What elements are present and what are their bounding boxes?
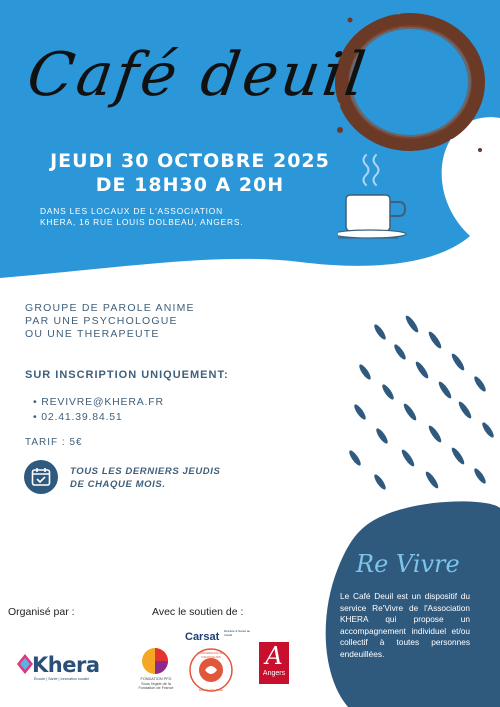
revivre-logo: Re Vivre: [356, 550, 460, 578]
venue-line-1: DANS LES LOCAUX DE L'ASSOCIATION: [40, 206, 223, 216]
revivre-description: Le Café Deuil est un dispositif du service Re'Vivre de l'Association KHERA qui propose un accompagnement individuel et/ou collectif à toutes personnes endeuillées.: [340, 591, 470, 659]
raindrops-decoration: [340, 310, 500, 510]
schedule-line-1: TOUS LES DERNIERS JEUDIS: [70, 466, 221, 477]
schedule-line-2: DE CHAQUE MOIS.: [70, 479, 166, 490]
calendar-check-icon: [31, 467, 51, 487]
contact-phone-item[interactable]: [33, 411, 122, 423]
contact-phone[interactable]: 02.41.39.84.51: [41, 411, 123, 423]
angers-logo-letter-icon: A: [265, 642, 283, 670]
event-venue: [40, 206, 340, 228]
group-description: [25, 302, 285, 341]
khera-logo: Khera: [32, 653, 100, 677]
bullet-icon: •: [33, 396, 38, 408]
event-date: JEUDI 30 OCTOBRE 2025: [50, 150, 330, 172]
page-title: Café deuil: [23, 40, 373, 110]
angers-logo-text: Angers: [262, 670, 286, 677]
organised-by-label: Organisé par :: [8, 606, 75, 618]
coffee-cup-icon: [338, 150, 426, 242]
contact-email[interactable]: REVIVRE@KHERA.FR: [41, 396, 164, 408]
inscription-heading: SUR INSCRIPTION UNIQUEMENT:: [25, 369, 229, 381]
group-line-2: PAR UNE PSYCHOLOGUE: [25, 315, 178, 327]
fondation-pfg-label: FONDATION PFG Sous l'égide de la Fondation de France: [138, 677, 174, 690]
conference-financeurs-sub: MAINE-ET-LOIRE: [198, 688, 224, 692]
price: TARIF : 5€: [25, 437, 83, 448]
khera-tagline: Écoute | Santé | Innovation sociale: [34, 677, 90, 681]
angers-logo: [259, 642, 289, 684]
carsat-tagline: Retraite & Santé au travail: [224, 629, 251, 637]
event-time: DE 18H30 A 20H: [95, 174, 285, 196]
group-line-3: OU UNE THERAPEUTE: [25, 328, 160, 340]
conference-financeurs-label: CONFÉRENCE des FINANCEURS: [197, 651, 225, 659]
bullet-icon: •: [33, 411, 38, 423]
khera-logo-mark-icon: [17, 654, 33, 674]
carsat-logo: Carsat: [185, 631, 220, 643]
venue-line-2: KHERA, 16 RUE LOUIS DOLBEAU, ANGERS.: [40, 217, 244, 227]
schedule-note: [70, 465, 270, 491]
group-line-1: GROUPE DE PAROLE ANIME: [25, 302, 195, 314]
fondation-pfg-logo-icon: [140, 646, 170, 676]
supported-by-label: Avec le soutien de :: [152, 606, 244, 618]
contact-email-item[interactable]: [33, 396, 164, 408]
